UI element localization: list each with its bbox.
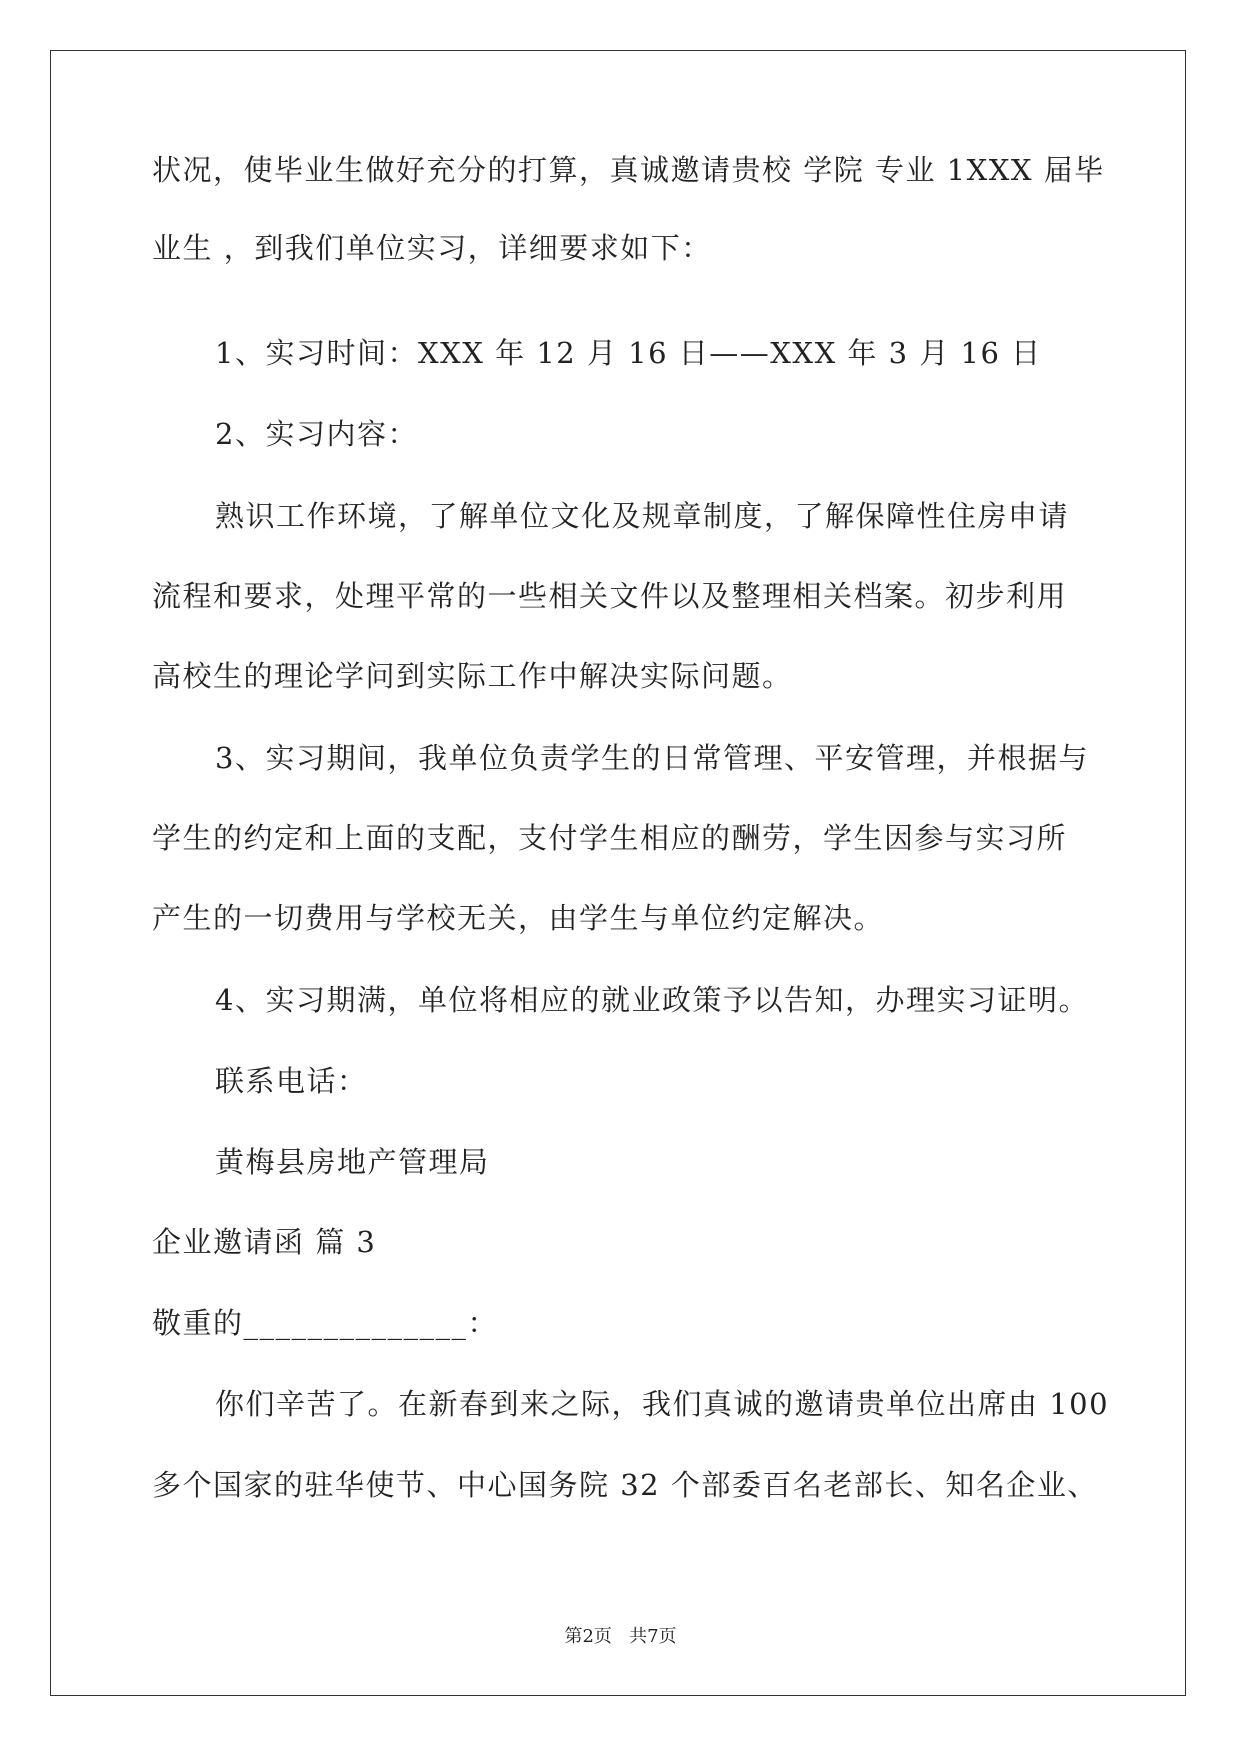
page-footer	[0, 1625, 1241, 1649]
text-line-13: 黄梅县房地产管理局	[215, 1145, 490, 1179]
text-line-1: 状况，使毕业生做好充分的打算，真诚邀请贵校 学院 专业 1XXX 届毕	[152, 153, 1105, 187]
text-line-4: 2、实习内容：	[215, 417, 418, 451]
text-line-17: 多个国家的驻华使节、中心国务院 32 个部委百名老部长、知名企业、	[152, 1468, 1098, 1502]
text-line-16: 你们辛苦了。在新春到来之际，我们真诚的邀请贵单位出席由 100	[215, 1387, 1110, 1421]
text-line-10: 产生的一切费用与学校无关，由学生与单位约定解决。	[152, 901, 885, 935]
page-number: 第2页	[564, 1626, 612, 1647]
text-line-12: 联系电话：	[215, 1064, 368, 1098]
text-line-11: 4、实习期满，单位将相应的就业政策予以告知，办理实习证明。	[215, 983, 1089, 1017]
section-heading: 企业邀请函 篇 3	[152, 1225, 377, 1259]
page-total: 共7页	[629, 1626, 677, 1647]
text-line-5: 熟识工作环境，了解单位文化及规章制度，了解保障性住房申请	[215, 499, 1070, 533]
page-border	[50, 50, 1186, 1696]
text-line-2: 业生 ，到我们单位实习，详细要求如下：	[152, 231, 712, 265]
salutation-line: 敬重的______________：	[152, 1306, 499, 1340]
text-line-3: 1、实习时间：XXX 年 12 月 16 日——XXX 年 3 月 16 日	[215, 336, 1042, 370]
text-line-9: 学生的约定和上面的支配，支付学生相应的酬劳，学生因参与实习所	[152, 821, 1068, 855]
text-line-8: 3、实习期间，我单位负责学生的日常管理、平安管理，并根据与	[215, 741, 1089, 775]
text-line-6: 流程和要求，处理平常的一些相关文件以及整理相关档案。初步利用	[152, 579, 1068, 613]
text-line-7: 高校生的理论学问到实际工作中解决实际问题。	[152, 659, 793, 693]
